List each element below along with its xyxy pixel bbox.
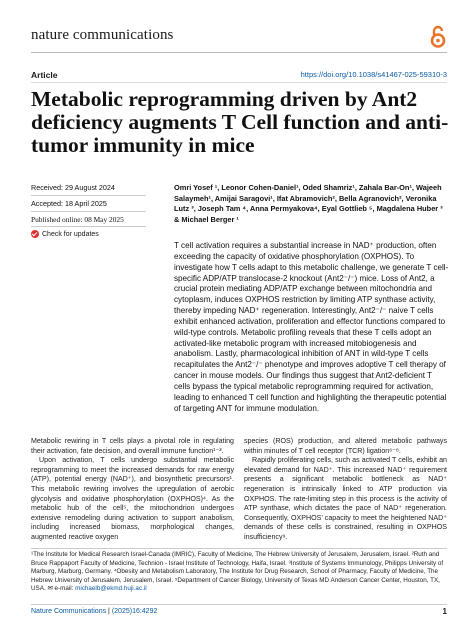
abstract: T cell activation requires a substantial increase in NAD⁺ production, often exceeding the capacity of oxidative phosphorylation (OXPHOS). To investigate how T cells adapt to this metabolic challenge, we generate T cell-specific ADP/ATP translocase-2 knockout (Ant2⁻/⁻) mice. Loss of Ant2, a crucial protein mediating ADP/ATP exchange between mitochondria and cytoplasm, induces OXPHOS restriction by limiting ATP synthase activity, thereby impeding NAD⁺ regeneration. Interestingly, Ant2⁻/⁻ naive T cells exhibit enhanced activation, proliferation and effector functions compared to wild-type controls. Metabolic profiling reveals that these T cells adopt an activated-like metabolic program with increased mitobiogenesis and anabolism. Lastly, pharmacological inhibition of ANT in wild-type T cells recapitulates the Ant2⁻/⁻ phenotype and improves adoptive T cell therapy of cancer in mouse models. Our findings thus suggest that Ant2-deficient T cells bypass the typical metabolic reprogramming required for activation, leading to enhanced T cell function and highlighting the therapeutic potential of targeting ANT for immune modulation. xyxy=(174,241,449,413)
journal-name[interactable]: nature communications xyxy=(31,27,174,43)
body-paragraph: Metabolic rewiring in T cells plays a pivotal role in regulating their activation, fate decision, and overall immune function¹⁻³. xyxy=(31,437,234,455)
published-date: Published online: 08 May 2025 xyxy=(31,215,124,224)
author-list[interactable]: Omri Yosef ¹, Leonor Cohen-Daniel¹, Oded Shamriz¹, Zahala Bar-On¹, Wajeeh Salaymeh¹, Amijai Saragovi¹, Ifat Abramovich², Bella Agranovich², Veronika Lutz ³, Joseph Tam ⁴, Anna Permyakova⁴, Eyal Gottlieb ⁵, Magdalena Huber ³ & Michael Berger ¹ xyxy=(174,183,443,224)
affiliations xyxy=(31,551,447,594)
check-updates-icon xyxy=(31,230,39,238)
meta-divider xyxy=(31,226,146,227)
doi-link[interactable]: https://doi.org/10.1038/s41467-025-59310-3 xyxy=(300,70,447,79)
footer-divider xyxy=(31,604,447,605)
footer-volume: (2025)16:4292 xyxy=(111,608,158,615)
body-paragraph: Upon activation, T cells undergo substantial metabolic reprogramming to meet the increased demands for raw energy (ATP), potential energy (NAD⁺), and biosynthetic precursors¹. This metabolic rewiring involves the upregulation of aerobic glycolysis and oxidative phosphorylation (OXPHOS)⁴. As the metabolic hub of the cell⁵, the mitochondrion undergoes extensive remodeling during activation to support anabolism, including increased biomass, morphological changes, augmented reactive oxygen xyxy=(31,456,234,541)
footer-separator: | xyxy=(108,608,110,615)
meta-divider xyxy=(31,195,146,196)
open-access-icon[interactable] xyxy=(429,25,447,49)
article-type-label: Article xyxy=(31,70,58,80)
received-date: Received: 29 August 2024 xyxy=(31,183,115,192)
accepted-date: Accepted: 18 April 2025 xyxy=(31,199,107,208)
check-for-updates-button[interactable] xyxy=(31,230,99,238)
body-paragraph: species (ROS) production, and altered metabolic pathways within minutes of T cell receptor (TCR) ligation⁶⁻⁸. xyxy=(244,437,447,455)
body-column-1 xyxy=(31,437,234,543)
header-divider xyxy=(31,52,447,53)
body-paragraph: Rapidly proliferating cells, such as activated T cells, exhibit an elevated demand for NAD⁺. This increased NAD⁺ requirement presents a significant metabolic bottleneck as NAD⁺ regeneration is intrinsically linked to ATP production via OXPHOS. The rate-limiting step in this process is the activity of ATP synthase, which dictates the pace of NAD⁺ regeneration. Consequently, OXPHOS’ capacity to meet the heightened NAD⁺ demands of these cells is constrained, resulting in OXPHOS insufficiency⁹. xyxy=(244,456,447,541)
email-prefix: ✉ e-mail: xyxy=(47,585,74,593)
email-link[interactable]: michaelb@ekmd.huji.ac.il xyxy=(75,585,147,593)
meta-divider xyxy=(31,211,146,212)
affiliations-divider xyxy=(31,548,447,549)
footer-journal-link[interactable]: Nature Communications xyxy=(31,608,107,615)
body-column-2 xyxy=(244,437,447,543)
affiliations-text: ¹The Institute for Medical Research Israel-Canada (IMRIC), Faculty of Medicine, The Hebrew University of Jerusalem, Jerusalem, Israel. ²Ruth and Bruce Rappaport Faculty of Medicine, Technion - Israel Institute of Technology, Haifa, Israel. ³Institute of Systems Immunology, Philipps University of Marburg, Marburg, Germany. ⁴Obesity and Metabolism Laboratory, The Institute for Drug Research, School of Pharmacy, Faculty of Medicine, The Hebrew University of Jerusalem, Jerusalem, Israel. ⁵Department of Cancer Biology, University of Texas MD Anderson Cancer Center, Houston, TX, USA. xyxy=(31,551,444,593)
footer-citation xyxy=(31,608,157,615)
article-title: Metabolic reprogramming driven by Ant2 deficiency augments T Cell function and anti-tumor immunity in mice xyxy=(31,87,449,157)
check-updates-label: Check for updates xyxy=(42,230,99,238)
title-divider xyxy=(31,82,447,83)
page-number: 1 xyxy=(442,607,447,616)
